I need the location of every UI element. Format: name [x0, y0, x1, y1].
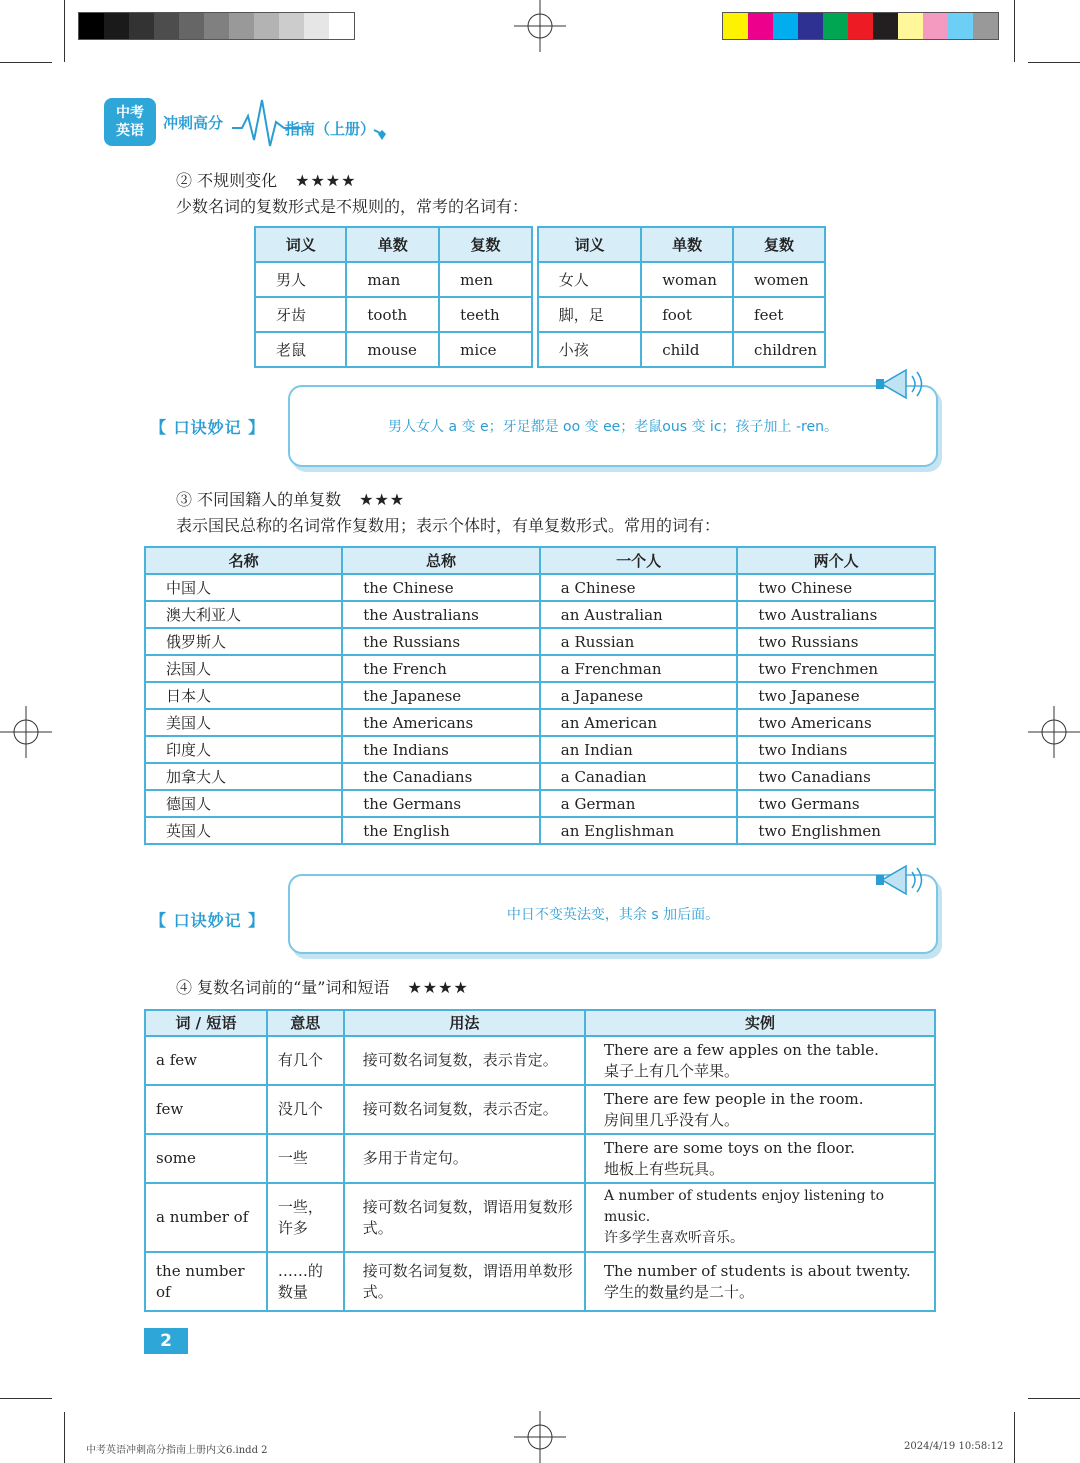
- table-cell: 中国人: [145, 574, 342, 601]
- color-swatches: [722, 12, 999, 40]
- table-cell: a German: [540, 790, 738, 817]
- difficulty-stars: ★★★: [359, 490, 406, 509]
- example-chinese: 房间里几乎没有人。: [603, 1110, 739, 1129]
- table-cell: the French: [342, 655, 540, 682]
- table-row: [145, 628, 935, 655]
- table-cell: an Englishman: [540, 817, 738, 844]
- table-cell: 接可数名词复数，表示否定。: [344, 1085, 585, 1134]
- table-cell: 牙齿: [255, 297, 346, 332]
- table-cell: ……的数量: [267, 1252, 344, 1311]
- crop-mark: [1014, 0, 1015, 62]
- section-4-title-text: ④ 复数名词前的“量”词和短语: [176, 978, 390, 997]
- table-cell: the English: [342, 817, 540, 844]
- crop-mark: [0, 62, 52, 63]
- mnemonic-label: 【 口诀妙记 】: [150, 911, 266, 930]
- table-cell: the Russians: [342, 628, 540, 655]
- table-cell: two Chinese: [737, 574, 935, 601]
- table-cell: foot: [641, 297, 733, 332]
- table-cell: feet: [733, 297, 825, 332]
- table-row: [145, 1134, 935, 1183]
- table-cell: 接可数名词复数，表示肯定。: [344, 1036, 585, 1085]
- table-row: [255, 332, 825, 367]
- example-cell: [585, 1183, 935, 1252]
- table-row: [145, 1252, 935, 1311]
- difficulty-stars: ★★★★: [295, 171, 357, 190]
- table-header-row: [145, 1010, 935, 1036]
- crop-mark: [1028, 1398, 1080, 1399]
- crop-mark: [0, 1398, 52, 1399]
- table-cell: two Australians: [737, 601, 935, 628]
- mnemonic-label: 【 口诀妙记 】: [150, 418, 266, 437]
- crop-mark: [1028, 62, 1080, 63]
- column-header: 词义: [538, 227, 641, 262]
- section-2-title: [176, 168, 356, 191]
- megaphone-icon: [872, 362, 928, 406]
- table-cell: 脚，足: [538, 297, 641, 332]
- table-cell: women: [733, 262, 825, 297]
- section-3-description: 表示国民总称的名词常作复数用；表示个体时，有单复数形式。常用的词有：: [176, 516, 721, 535]
- column-header: 复数: [733, 227, 825, 262]
- example-english: There are some toys on the floor.: [603, 1138, 855, 1157]
- table-cell: 一些: [267, 1134, 344, 1183]
- registration-mark-icon: [514, 0, 566, 52]
- mnemonic-text: 男人女人 a 变 e；牙足都是 oo 变 ee；老鼠ous 变 ic；孩子加上 -ren。: [388, 419, 838, 435]
- table-cell: few: [145, 1085, 267, 1134]
- table-cell: 美国人: [145, 709, 342, 736]
- table-cell: the Australians: [342, 601, 540, 628]
- table-cell: mouse: [346, 332, 439, 367]
- table-cell: two Germans: [737, 790, 935, 817]
- table-cell: an Australian: [540, 601, 738, 628]
- column-header: 意思: [267, 1010, 344, 1036]
- table-cell: 德国人: [145, 790, 342, 817]
- table-cell: 法国人: [145, 655, 342, 682]
- table-cell: the Japanese: [342, 682, 540, 709]
- column-header: 用法: [344, 1010, 585, 1036]
- table-row: [145, 574, 935, 601]
- table-cell: tooth: [346, 297, 439, 332]
- example-chinese: 桌子上有几个苹果。: [603, 1061, 739, 1080]
- table-cell: 小孩: [538, 332, 641, 367]
- book-logo: [104, 98, 156, 146]
- crop-mark: [64, 1412, 65, 1463]
- table-cell: two Americans: [737, 709, 935, 736]
- table-row: [145, 1036, 935, 1085]
- table-row: [145, 763, 935, 790]
- table-row: [145, 790, 935, 817]
- irregular-plural-table: [254, 226, 826, 368]
- table-header-row: [145, 547, 935, 574]
- example-english: There are few people in the room.: [603, 1089, 864, 1108]
- table-cell: 多用于肯定句。: [344, 1134, 585, 1183]
- column-header: 总称: [342, 547, 540, 574]
- table-cell: 有几个: [267, 1036, 344, 1085]
- table-row: [145, 601, 935, 628]
- logo-line-2: 英语: [116, 123, 144, 139]
- table-cell: some: [145, 1134, 267, 1183]
- table-cell: children: [733, 332, 825, 367]
- table-cell: a number of: [145, 1183, 267, 1252]
- table-cell: man: [346, 262, 439, 297]
- registration-mark-icon: [514, 1411, 566, 1463]
- column-header: 词义: [255, 227, 346, 262]
- table-cell: two Frenchmen: [737, 655, 935, 682]
- table-row: [145, 655, 935, 682]
- quantity-words-table: [144, 1009, 936, 1312]
- brand-right: 指南（上册）: [285, 120, 376, 138]
- table-cell: two Indians: [737, 736, 935, 763]
- table-row: [255, 297, 825, 332]
- table-row: [145, 682, 935, 709]
- section-3-title: [176, 487, 405, 510]
- footer-file-info: 中考英语冲刺高分指南上册内文6.indd 2: [86, 1445, 268, 1456]
- registration-mark-icon: [1028, 706, 1080, 758]
- table-cell: a Japanese: [540, 682, 738, 709]
- crop-mark: [64, 0, 65, 62]
- table-cell: 加拿大人: [145, 763, 342, 790]
- table-row: [145, 817, 935, 844]
- example-chinese: 学生的数量约是二十。: [603, 1282, 754, 1301]
- table-cell: woman: [641, 262, 733, 297]
- table-cell: a Frenchman: [540, 655, 738, 682]
- column-header: 两个人: [737, 547, 935, 574]
- table-cell: 老鼠: [255, 332, 346, 367]
- table-cell: two Japanese: [737, 682, 935, 709]
- example-english: The number of students is about twenty.: [603, 1261, 911, 1280]
- table-cell: 澳大利亚人: [145, 601, 342, 628]
- example-chinese: 地板上有些玩具。: [603, 1159, 724, 1178]
- logo-line-1: 中考: [116, 105, 144, 121]
- mnemonic-text: 中日不变英法变，其余 s 加后面。: [506, 907, 720, 923]
- table-row: [145, 709, 935, 736]
- footer-timestamp: 2024/4/19 10:58:12: [904, 1441, 1004, 1452]
- table-cell: 日本人: [145, 682, 342, 709]
- crop-mark: [1014, 1412, 1015, 1463]
- table-cell: 俄罗斯人: [145, 628, 342, 655]
- table-cell: the Germans: [342, 790, 540, 817]
- column-header: 单数: [641, 227, 733, 262]
- table-cell: 接可数名词复数，谓语用单数形式。: [344, 1252, 585, 1311]
- table-cell: an American: [540, 709, 738, 736]
- table-header-row: [255, 227, 825, 262]
- grayscale-swatches: [78, 12, 355, 40]
- registration-mark-icon: [0, 706, 52, 758]
- table-cell: a Chinese: [540, 574, 738, 601]
- table-cell: the Chinese: [342, 574, 540, 601]
- page-number: 2: [144, 1328, 188, 1354]
- column-header: 词 / 短语: [145, 1010, 267, 1036]
- megaphone-icon: [872, 858, 928, 902]
- example-english: There are a few apples on the table.: [603, 1040, 879, 1059]
- table-cell: a Russian: [540, 628, 738, 655]
- table-cell: two Russians: [737, 628, 935, 655]
- column-header: 复数: [439, 227, 532, 262]
- table-cell: a few: [145, 1036, 267, 1085]
- table-row: [145, 1085, 935, 1134]
- table-cell: 一些，许多: [267, 1183, 344, 1252]
- example-cell: [585, 1085, 935, 1134]
- table-row: [145, 736, 935, 763]
- table-cell: 男人: [255, 262, 346, 297]
- section-3-title-text: ③ 不同国籍人的单复数: [176, 490, 342, 509]
- table-cell: two Canadians: [737, 763, 935, 790]
- column-header: 名称: [145, 547, 342, 574]
- brand-left: 冲刺高分: [163, 114, 224, 132]
- table-cell: men: [439, 262, 532, 297]
- table-cell: the Canadians: [342, 763, 540, 790]
- table-cell: two Englishmen: [737, 817, 935, 844]
- nationality-table: [144, 546, 936, 845]
- example-chinese: 许多学生喜欢听音乐。: [603, 1230, 744, 1246]
- table-cell: the number of: [145, 1252, 267, 1311]
- table-cell: teeth: [439, 297, 532, 332]
- mnemonic-box: [288, 385, 938, 467]
- table-cell: 女人: [538, 262, 641, 297]
- table-row: [145, 1183, 935, 1252]
- table-cell: the Indians: [342, 736, 540, 763]
- table-cell: 英国人: [145, 817, 342, 844]
- table-cell: an Indian: [540, 736, 738, 763]
- mnemonic-box: [288, 874, 938, 954]
- table-cell: the Americans: [342, 709, 540, 736]
- table-cell: 没几个: [267, 1085, 344, 1134]
- difficulty-stars: ★★★★: [407, 978, 469, 997]
- column-header: 实例: [585, 1010, 935, 1036]
- table-cell: child: [641, 332, 733, 367]
- example-cell: [585, 1134, 935, 1183]
- section-2-description: 少数名词的复数形式是不规则的，常考的名词有：: [176, 197, 529, 216]
- column-header: 单数: [346, 227, 439, 262]
- example-cell: [585, 1036, 935, 1085]
- column-header: 一个人: [540, 547, 738, 574]
- table-cell: 印度人: [145, 736, 342, 763]
- section-2-title-text: ② 不规则变化: [176, 171, 278, 190]
- table-row: [255, 262, 825, 297]
- table-cell: 接可数名词复数，谓语用复数形式。: [344, 1183, 585, 1252]
- table-cell: mice: [439, 332, 532, 367]
- section-4-title: [176, 975, 469, 998]
- example-english: A number of students enjoy listening to music.: [603, 1188, 885, 1225]
- example-cell: [585, 1252, 935, 1311]
- table-cell: a Canadian: [540, 763, 738, 790]
